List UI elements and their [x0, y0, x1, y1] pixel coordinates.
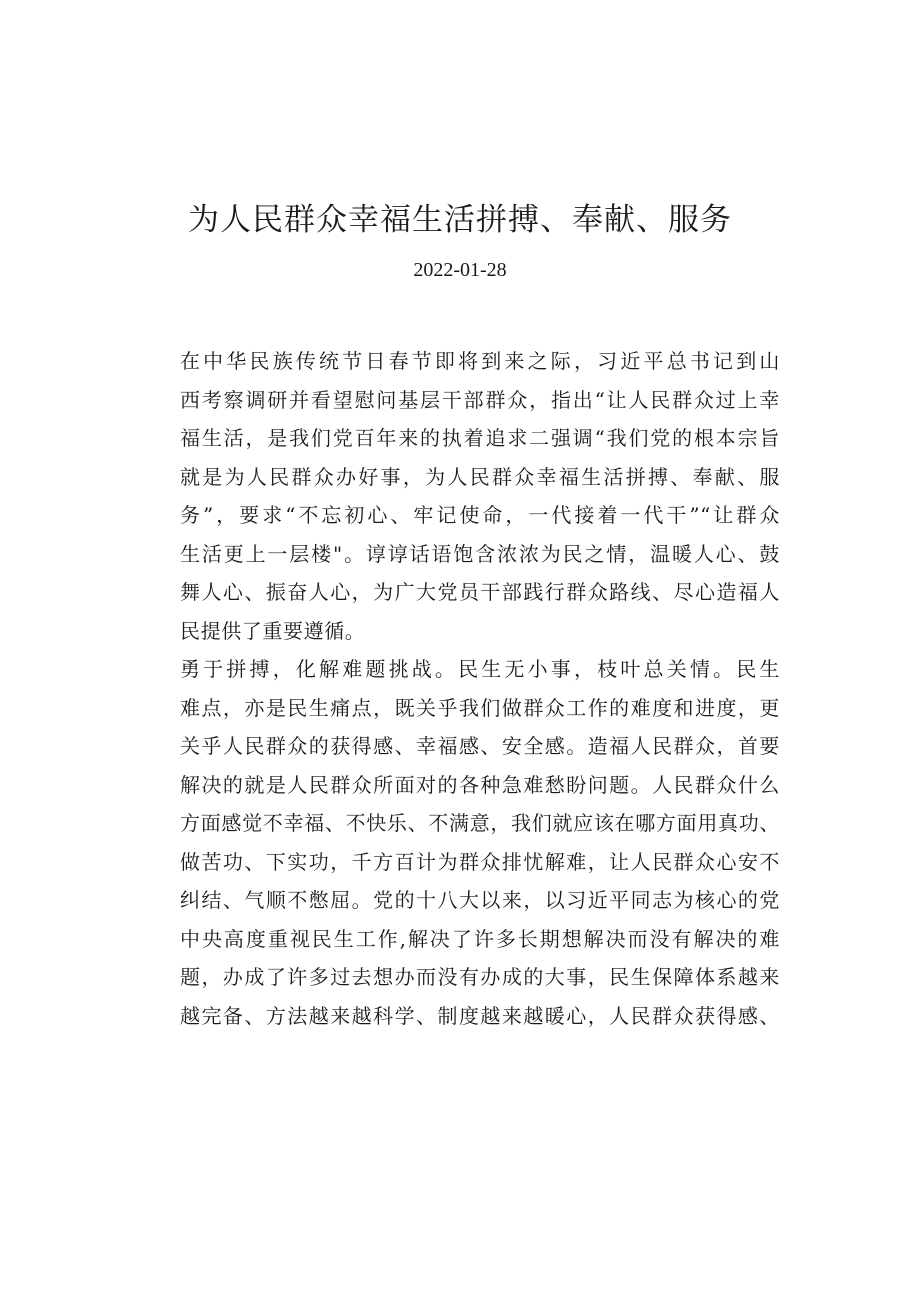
paragraph-line: 中央高度重视民生工作,解决了许多长期想解决而没有解决的难 [180, 926, 780, 951]
paragraph-line: 越完备、方法越来越科学、制度越来越暖心，人民群众获得感、 [180, 1003, 780, 1028]
paragraph-line: 解决的就是人民群众所面对的各种急难愁盼问题。人民群众什么 [180, 772, 780, 797]
paragraph-1 [140, 342, 780, 650]
paragraph-line: 务”，要求“不忘初心、牢记使命，一代接着一代干”“让群众 [180, 503, 780, 527]
paragraph-line: 在中华民族传统节日春节即将到来之际，习近平总书记到山 [180, 349, 780, 373]
paragraph-line: 生活更上一层楼"。谆谆话语饱含浓浓为民之情，温暖人心、鼓 [180, 541, 780, 566]
paragraph-line: 题，办成了许多过去想办而没有办成的大事，民生保障体系越来 [180, 965, 780, 989]
paragraph-line: 方面感觉不幸福、不快乐、不满意，我们就应该在哪方面用真功、 [180, 811, 780, 835]
document-date: 2022-01-28 [413, 259, 507, 281]
paragraph-line: 难点，亦是民生痛点，既关乎我们做群众工作的难度和进度，更 [180, 695, 780, 720]
paragraph-line: 民提供了重要遵循。 [180, 618, 366, 643]
paragraph-line: 西考察调研并看望慰问基层干部群众，指出“让人民群众过上幸 [180, 387, 780, 412]
paragraph-line: 福生活，是我们党百年来的执着追求二强调“我们党的根本宗旨 [180, 426, 780, 450]
paragraph-line: 纠结、气顺不憋屈。党的十八大以来，以习近平同志为核心的党 [180, 888, 780, 912]
paragraph-line: 做苦功、下实功，千方百计为群众排忧解难，让人民群众心安不 [180, 849, 780, 874]
paragraph-line: 就是为人民群众办好事，为人民群众幸福生活拼搏、奉献、服 [180, 464, 780, 489]
paragraph-line: 舞人心、振奋人心，为广大党员干部践行群众路线、尽心造福人 [180, 580, 780, 604]
document-body [140, 342, 780, 1035]
paragraph-line: 关乎人民群众的获得感、幸福感、安全感。造福人民群众，首要 [180, 734, 780, 758]
document-title: 为人民群众幸福生活拼搏、奉献、服务 [188, 202, 732, 238]
paragraph-2 [140, 650, 780, 1035]
paragraph-line: 勇于拼搏，化解难题挑战。民生无小事，枝叶总关情。民生 [180, 657, 780, 681]
